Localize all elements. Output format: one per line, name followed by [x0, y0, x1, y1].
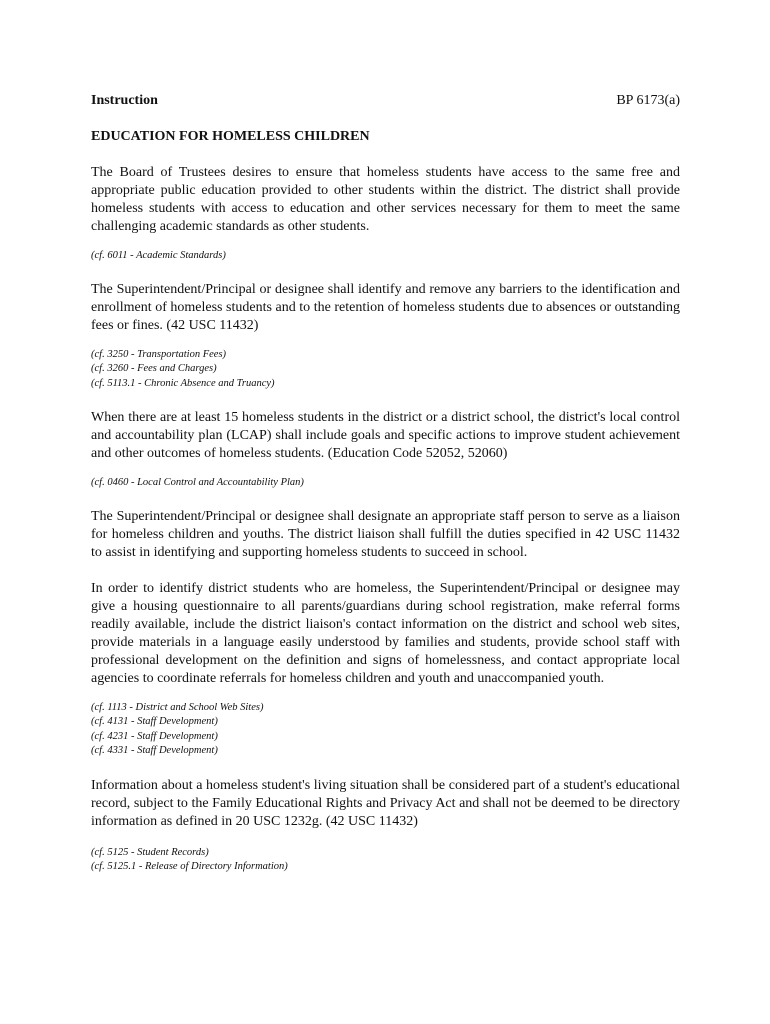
- cross-reference: (cf. 5125.1 - Release of Directory Information): [91, 861, 288, 872]
- paragraph-identification: In order to identify district students who are homeless, the Superintendent/Principal or designee may give a housing questionnaire to all parents/guardians during school registration, make referral forms readily available, include the district liaison's contact information on the district and school web sites, provide materials in a language easily understood by families and students, provide school staff with professional development on the definition and signs of homelessness, and contact appropriate local agencies to coordinate referrals for homeless children and youth and unaccompanied youth.: [91, 580, 680, 686]
- document-header: [91, 92, 680, 110]
- cross-reference-block: [91, 846, 680, 875]
- paragraph-purpose: The Board of Trustees desires to ensure that homeless students have access to the same free and appropriate public education provided to other students within the district. The district shall provide homeless students with access to education and other services necessary for them to meet the same challenging academic standards as other students.: [91, 165, 680, 234]
- cross-reference: (cf. 0460 - Local Control and Accountability Plan): [91, 477, 304, 488]
- cross-reference-block: [91, 249, 680, 264]
- cross-reference-block: [91, 476, 680, 491]
- cross-reference: (cf. 4131 - Staff Development): [91, 716, 218, 727]
- cross-reference-block: [91, 701, 680, 759]
- policy-page: [91, 92, 680, 875]
- cross-reference: (cf. 5113.1 - Chronic Absence and Truancy): [91, 377, 275, 389]
- document-title: EDUCATION FOR HOMELESS CHILDREN: [91, 129, 370, 144]
- cross-reference: (cf. 1113 - District and School Web Sites): [91, 701, 264, 713]
- cross-reference: (cf. 3250 - Transportation Fees): [91, 348, 227, 360]
- cross-reference: (cf. 4331 - Staff Development): [91, 745, 218, 756]
- policy-code: BP 6173(a): [616, 93, 680, 108]
- paragraph-records: Information about a homeless student's living situation shall be considered part of a student's educational record, subject to the Family Educational Rights and Privacy Act and shall not be deemed to be directory information as defined in 20 USC 1232g. (42 USC 11432): [91, 777, 680, 829]
- cross-reference: (cf. 3260 - Fees and Charges): [91, 363, 217, 374]
- cross-reference-block: [91, 348, 680, 392]
- cross-reference: (cf. 5125 - Student Records): [91, 846, 209, 858]
- paragraph-liaison: The Superintendent/Principal or designee shall designate an appropriate staff person to serve as a liaison for homeless children and youths. The district liaison shall fulfill the duties specified in 42 USC 11432 to assist in identifying and supporting homeless students to succeed in school.: [91, 508, 680, 560]
- section-label: Instruction: [91, 93, 158, 108]
- cross-reference: (cf. 6011 - Academic Standards): [91, 250, 226, 261]
- paragraph-barriers: The Superintendent/Principal or designee shall identify and remove any barriers to the identification and enrollment of homeless students and to the retention of homeless students due to absences or outstanding fees or fines. (42 USC 11432): [91, 281, 680, 333]
- cross-reference: (cf. 4231 - Staff Development): [91, 730, 218, 742]
- paragraph-lcap: When there are at least 15 homeless students in the district or a district school, the district's local control and accountability plan (LCAP) shall include goals and specific actions to improve student achievement and other outcomes of homeless students. (Education Code 52052, 52060): [91, 410, 680, 461]
